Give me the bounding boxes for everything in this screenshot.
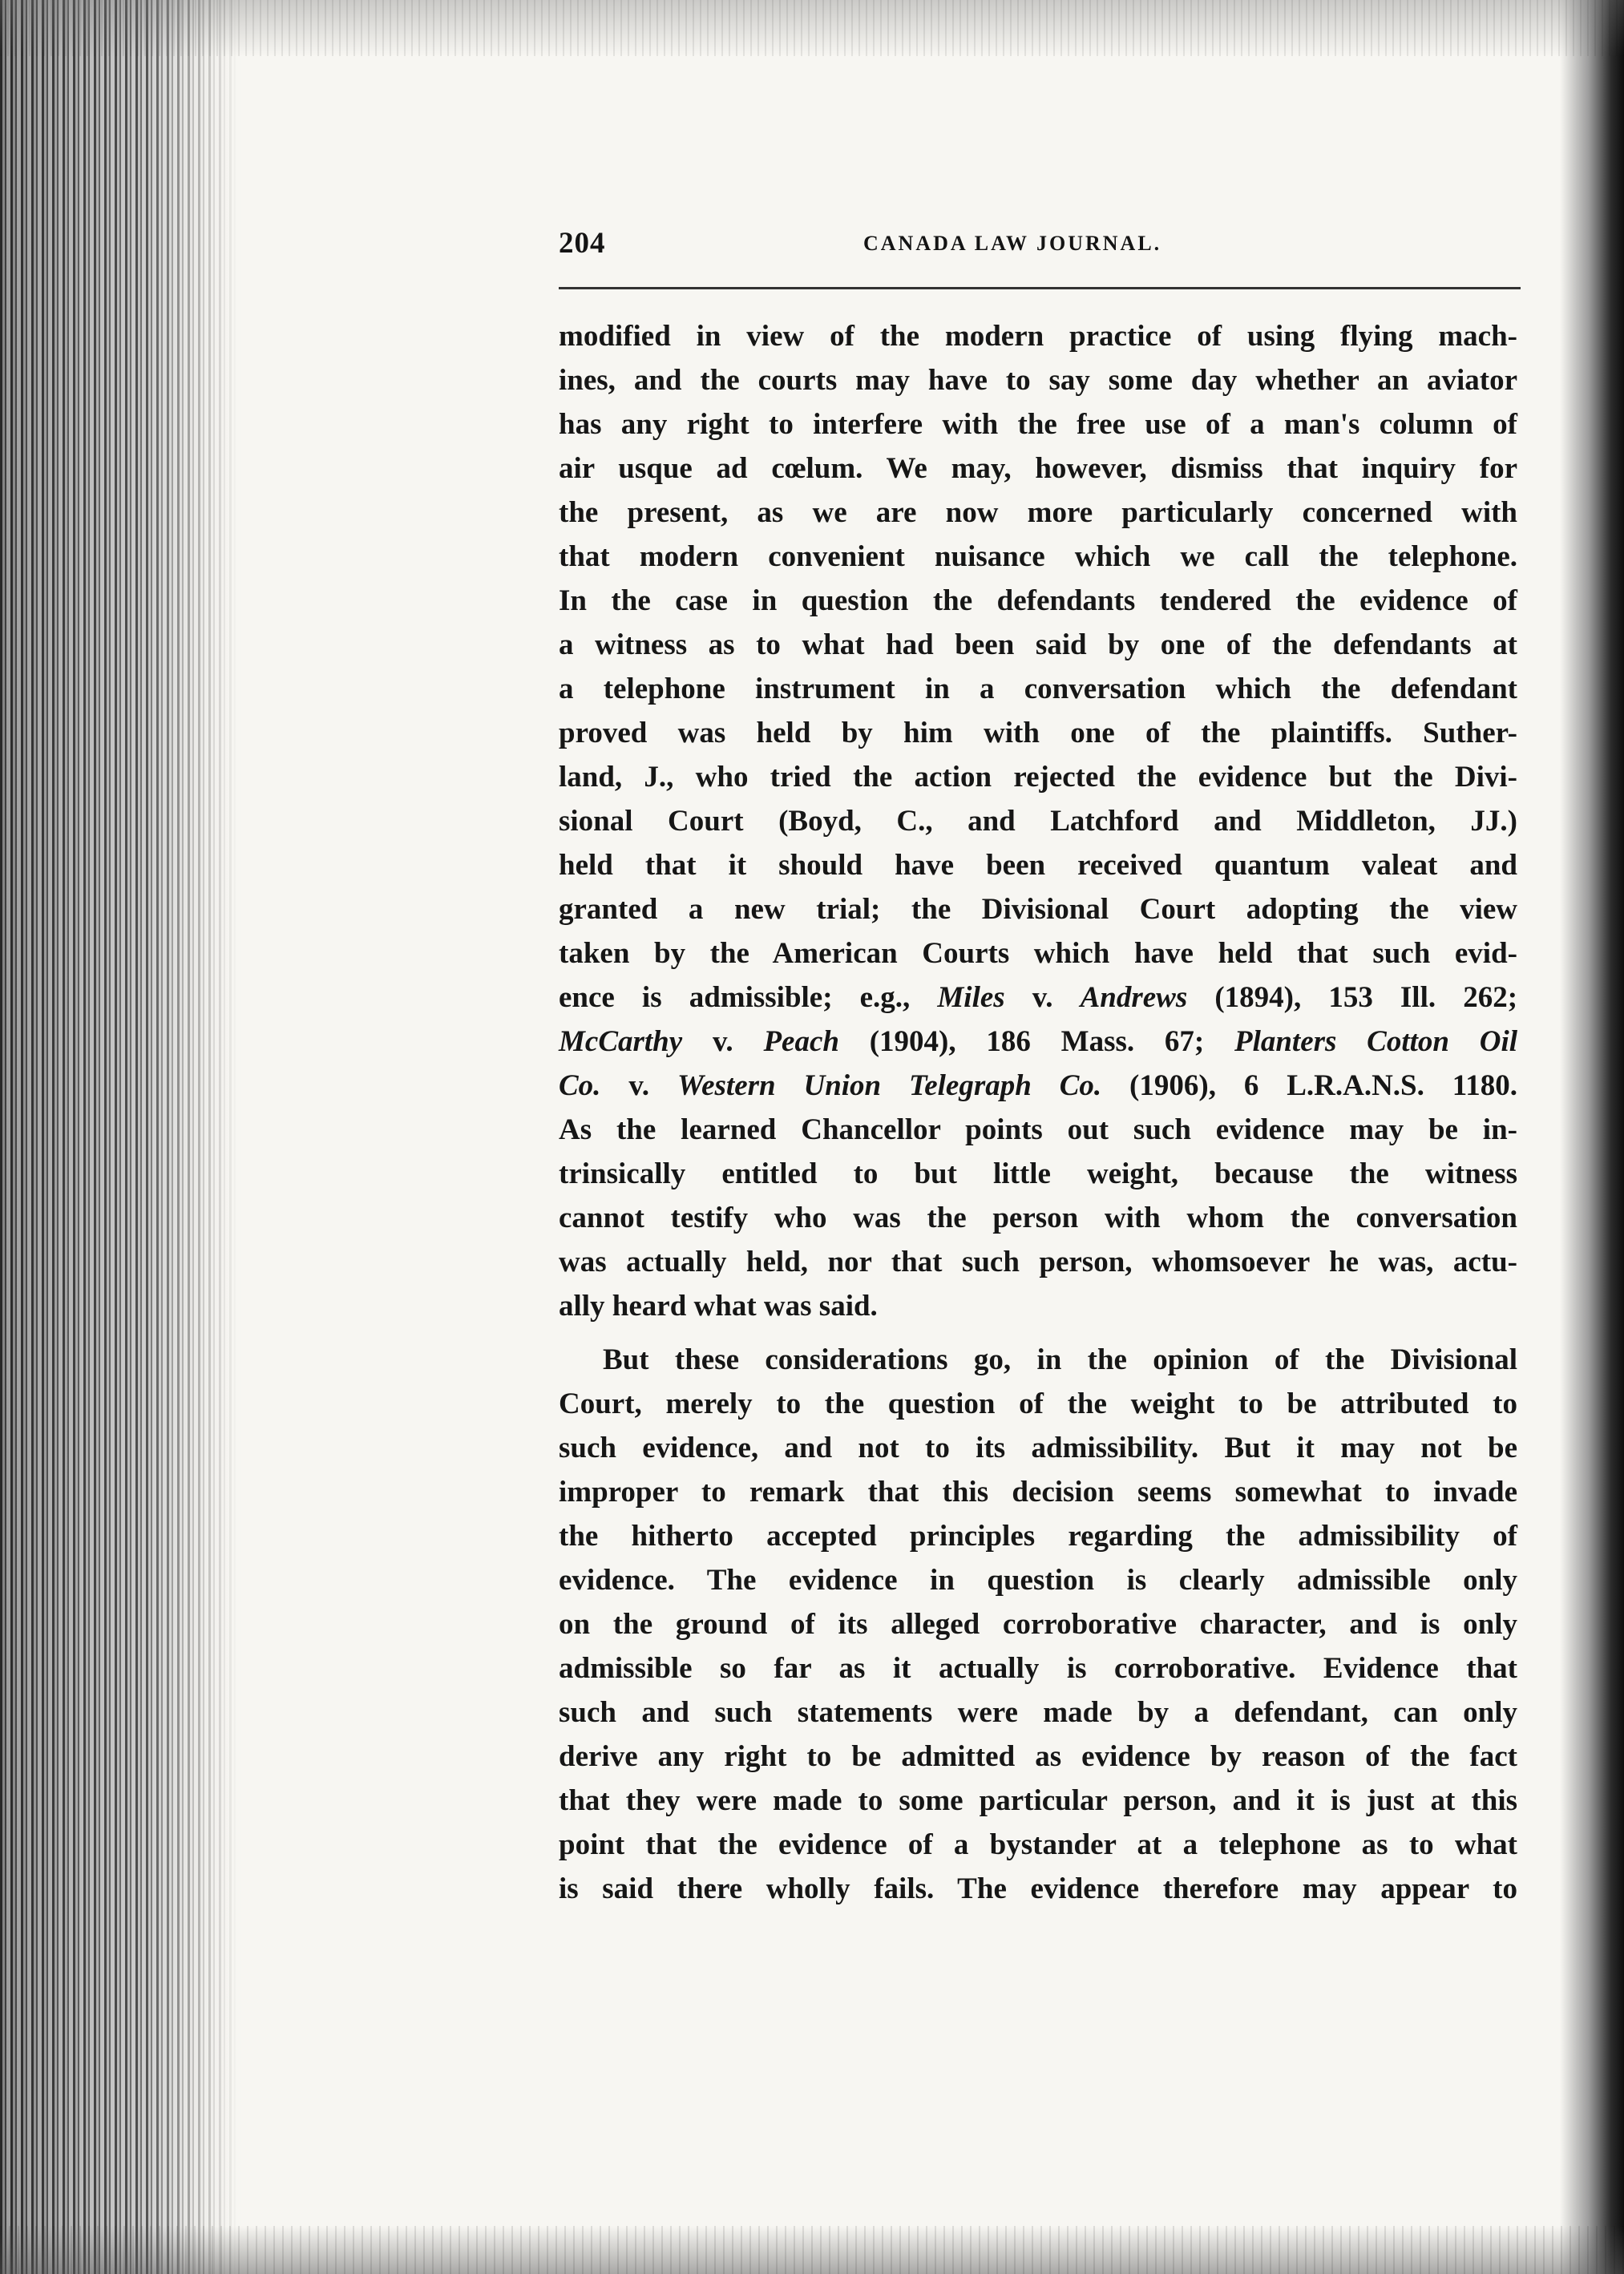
text-fragment: v.: [1032, 981, 1053, 1014]
case-name: Planters Cotton Oil: [1234, 1025, 1518, 1058]
text-line: granted a new trial; the Divisional Court adopting the view: [559, 893, 1517, 926]
page-right-edge: [1560, 0, 1624, 2274]
text-line: has any right to interfere with the free use of a man's column of: [559, 408, 1517, 441]
case-name: Co.: [559, 1069, 601, 1102]
page-top-edge: [0, 0, 1624, 56]
text-fragment: (1904), 186 Mass. 67;: [869, 1025, 1205, 1058]
text-line: But these considerations go, in the opinion of the Divisional: [603, 1343, 1517, 1376]
text-line: held that it should have been received quantum valeat and: [559, 849, 1517, 882]
page-number: 204: [559, 227, 606, 260]
text-line: taken by the American Courts which have held that such evid-: [559, 937, 1517, 970]
citation-line: [559, 975, 1517, 1020]
case-name: Peach: [763, 1025, 839, 1058]
text-line: In the case in question the defendants tendered the evidence of: [559, 584, 1517, 617]
text-line: the present, as we are now more particularly concerned with: [559, 496, 1517, 529]
citation-line: [559, 1064, 1517, 1108]
text-line: improper to remark that this decision seems somewhat to invade: [559, 1476, 1517, 1509]
text-line: that modern convenient nuisance which we call the telephone.: [559, 540, 1517, 573]
text-line: admissible so far as it actually is corroborative. Evidence that: [559, 1652, 1517, 1685]
text-line: ally heard what was said.: [559, 1290, 878, 1323]
text-line: modified in view of the modern practice of using flying mach-: [559, 320, 1517, 353]
text-line: the hitherto accepted principles regarding the admissibility of: [559, 1520, 1517, 1553]
case-name: Western Union Telegraph Co.: [677, 1069, 1102, 1102]
text-line: derive any right to be admitted as evidence by reason of the fact: [559, 1740, 1517, 1773]
text-line: As the learned Chancellor points out such evidence may be in-: [559, 1113, 1517, 1146]
page-header: [559, 226, 1521, 274]
citation-line: [559, 1020, 1517, 1064]
text-line: on the ground of its alleged corroborative character, and is only: [559, 1608, 1517, 1641]
text-line: trinsically entitled to but little weight, because the witness: [559, 1157, 1517, 1190]
text-fragment: v.: [628, 1069, 650, 1102]
text-line: evidence. The evidence in question is clearly admissible only: [559, 1564, 1517, 1597]
text-fragment: (1906), 6 L.R.A.N.S. 1180.: [1129, 1069, 1517, 1102]
text-line: sional Court (Boyd, C., and Latchford and Middleton, JJ.): [559, 805, 1517, 838]
text-line: that they were made to some particular person, and it is just at this: [559, 1784, 1517, 1817]
page-bottom-edge: [0, 2226, 1624, 2274]
binding-gutter: [0, 0, 240, 2274]
text-line: such and such statements were made by a defendant, can only: [559, 1696, 1517, 1729]
text-line: air usque ad cœlum. We may, however, dismiss that inquiry for: [559, 452, 1517, 485]
text-line: a witness as to what had been said by one of the defendants at: [559, 628, 1517, 661]
text-line: was actually held, nor that such person, whomsoever he was, actu-: [559, 1246, 1517, 1278]
running-head: CANADA LAW JOURNAL.: [863, 232, 1162, 255]
text-line: a telephone instrument in a conversation which the defendant: [559, 673, 1517, 705]
paragraph-gap: [559, 1328, 1517, 1338]
text-line: such evidence, and not to its admissibility. But it may not be: [559, 1432, 1517, 1464]
case-name: Miles: [937, 981, 1005, 1014]
case-name: McCarthy: [559, 1025, 683, 1058]
text-line: point that the evidence of a bystander at a telephone as to what: [559, 1828, 1517, 1861]
text-line: ines, and the courts may have to say some day whether an aviator: [559, 364, 1517, 397]
text-fragment: (1894), 153 Ill. 262;: [1214, 981, 1518, 1014]
text-line: Court, merely to the question of the weight to be attributed to: [559, 1387, 1517, 1420]
text-line: is said there wholly fails. The evidence therefore may appear to: [559, 1872, 1517, 1905]
text-fragment: ence is admissible; e.g.,: [559, 981, 911, 1014]
case-name: Andrews: [1080, 981, 1188, 1014]
text-fragment: v.: [712, 1025, 733, 1058]
body-text: [559, 314, 1517, 1911]
text-line: cannot testify who was the person with whom the conversation: [559, 1202, 1517, 1234]
text-line: land, J., who tried the action rejected the evidence but the Divi-: [559, 761, 1517, 794]
text-line: proved was held by him with one of the plaintiffs. Suther-: [559, 717, 1517, 749]
header-rule: [559, 287, 1521, 289]
